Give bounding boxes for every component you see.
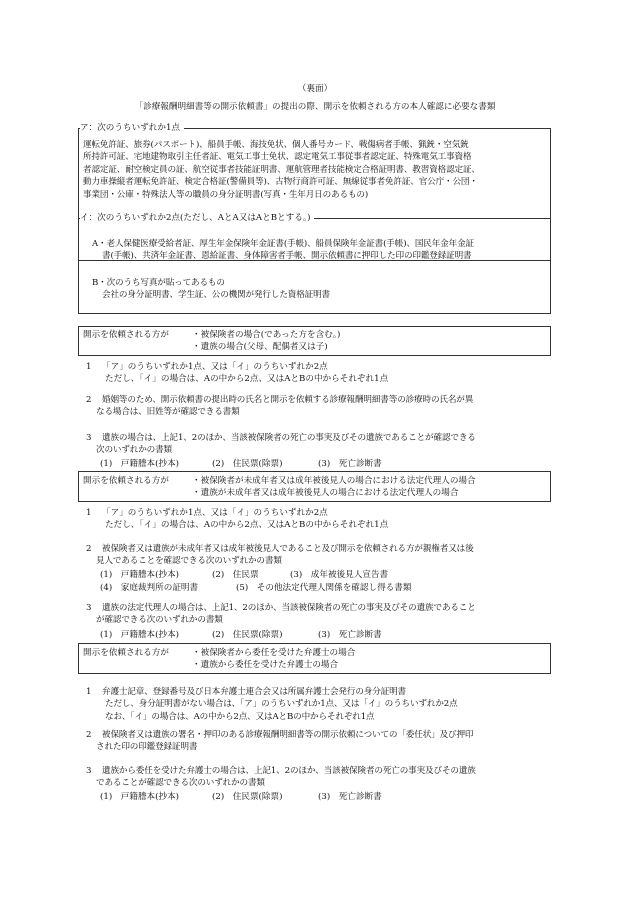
section2-doc: (2) 住民票 [212,570,259,580]
section1-item2-num: 2 [86,395,92,405]
section3-box-lines [192,647,355,672]
box-i-b-line: B・次のうち写真が貼ってあるもの [92,278,225,288]
section2-item1-num: 1 [86,508,92,518]
section1-item3-num: 3 [86,433,92,443]
section3-item1-line: 弁護士記章、登録番号及び日本弁護士連合会又は所属弁護士会発行の身分証明書 [102,687,406,697]
section2-doc: (1) 戸籍謄本(抄本) [100,630,180,640]
section1-item2-line: なる場合は、旧姓等が確認できる書類 [96,407,240,418]
section2-item1-line: 「ア」のうちいずれか1点、又は「イ」のうちいずれか2点 [102,508,328,518]
section2-box-lines [192,475,476,500]
section1-item2-line: 婚姻等のため、開示依頼書の提出時の氏名と開示を依頼する診療報酬明細書等の診療時の氏名が異 [102,395,474,405]
section2-doc: (2) 住民票(除票) [212,630,283,640]
box-a-line: 事業団・公庫・特殊法人等の職員の身分証明書(写真・生年月日のあるもの) [83,189,369,200]
section2-item2-line: 見人であることを確認できる次のいずれかの書類 [96,556,282,567]
section2-doc: (3) 成年被後見人宣告書 [290,570,389,580]
box-a-legend: ア：次のうちいずれか1点 [80,122,184,134]
box-a-line: 者認定証、耐空検定員の証、航空従事者技能証明書、運航管理者技能検定合格証明書、教習資格認定証、 [83,164,480,175]
section3-item3-num: 3 [86,766,92,776]
section2-item2 [96,543,557,568]
section3-item2-num: 2 [86,730,92,740]
section3-item3-line: 遺族から委任を受けた弁護士の場合は、上記1、2のほか、当該被保険者の死亡の事実及びその遺族 [102,766,476,776]
box-a-list [83,139,553,201]
section2-item1 [102,507,388,532]
section1-item1-num: 1 [86,362,92,372]
section2-item3 [96,602,557,627]
page-title: 「診療報酬明細書等の開示依頼書」の提出の際、開示を依頼される方の本人確認に必要な書類 [134,102,496,112]
section3-doc: (1) 戸籍謄本(抄本) [100,792,180,802]
section3-item2 [96,729,557,754]
box-a-line: 動力車操縦者運転免許証、検定合格証(警備員等)、古物行商許可証、無線従事者免許証、官公庁・公団・ [83,177,478,188]
section1-item1-line: 「ア」のうちいずれか1点、又は「イ」のうちいずれか2点 [102,362,328,372]
section2-box-line: ・遺族が未成年者又は成年被後見人の場合における法定代理人の場合 [192,488,459,499]
section1-doc: (3) 死亡診断書 [318,459,382,469]
section1-box-label: 開示を依頼される方が [83,330,169,340]
section3-item1-line: なお、「イ」の場合は、Aの中から2点、又はAとBの中からそれぞれ1点 [105,711,375,722]
section3-item1-num: 1 [86,687,92,697]
section3-box-line: ・被保険者から委任を受けた弁護士の場合 [192,648,356,658]
box-a-line: 運転免許証、旅券(パスポート)、船員手帳、海技免状、個人番号カード、戦傷病者手帳、猟銃・空気銃 [83,140,469,150]
section3-box-label: 開示を依頼される方が [83,648,169,658]
section1-doc: (2) 住民票(除票) [212,459,283,469]
section1-item2 [96,394,557,419]
section1-item1-line: ただし、「イ」の場合は、Aの中から2点、又はAとBの中からそれぞれ1点 [105,374,389,385]
section1-item3 [96,432,557,457]
page-side-label: （裏面） [297,84,333,94]
section2-doc: (1) 戸籍謄本(抄本) [100,570,180,580]
section3-doc: (2) 住民票(除票) [212,792,283,802]
box-i-b-line: 会社の身分証明書、学生証、公の機関が発行した資格証明書 [102,290,330,301]
section3-doc: (3) 死亡診断書 [318,792,382,802]
section2-doc: (3) 死亡診断書 [318,630,382,640]
section2-doc: (5) その他法定代理人関係を確認し得る書類 [236,583,412,593]
section2-item3-line: が確認できる次のいずれかの書類 [96,615,223,626]
box-i-group-b [92,277,552,302]
section1-box-line: ・遺族の場合(父母、配偶者又は子) [192,342,328,353]
section1-item3-line: 遺族の場合は、上記1、2のほか、当該被保険者の死亡の事実及びその遺族であることが確認できる [102,433,476,443]
section2-item3-num: 3 [86,603,92,613]
section2-item2-line: 被保険者又は遺族が未成年者又は成年被後見人であること及び開示を依頼される方が親権者又は後 [102,544,474,554]
section3-item2-line: 被保険者又は遺族の署名・押印のある診療報酬明細書等の開示依頼についての「委任状」及び押印 [102,730,474,740]
section3-item3 [96,765,557,790]
section2-box-label: 開示を依頼される方が [83,476,169,486]
section1-box-line: ・被保険者の場合(であった方を含む。) [192,330,341,340]
box-i-group-a [92,238,552,263]
box-i-a-line: 書(手帳)、共済年金証書、恩給証書、身体障害者手帳、開示依頼書に押印した印の印鑑登録証明書 [102,251,472,262]
box-i-a-line: A・老人保健医療受給者証、厚生年金保険年金証書(手帳)、船員保険年金証書(手帳)、国民年金年金証 [92,239,474,249]
section3-item2-line: された印の印鑑登録証明書 [96,742,198,753]
box-i-legend: イ：次のうちいずれか2点(ただし、AとA又はAとBとする。) [80,212,314,224]
section2-doc: (4) 家庭裁判所の証明書 [100,583,199,593]
section1-item1 [102,361,388,386]
section1-item3-line: 次のいずれかの書類 [96,445,172,456]
section3-box-line: ・遺族から委任を受けた弁護士の場合 [192,660,339,671]
section2-box-line: ・被保険者が未成年者又は成年被後見人の場合における法定代理人の場合 [192,476,476,486]
section3-item1 [102,686,557,723]
section2-item2-num: 2 [86,544,92,554]
section3-item3-line: であることが確認できる次のいずれかの書類 [96,778,265,789]
section2-item3-line: 遺族の法定代理人の場合は、上記1、2のほか、当該被保険者の死亡の事実及びその遺族であること [102,603,476,613]
box-a-line: 所持許可証、宅地建物取引主任者証、電気工事士免状、認定電気工事従事者認定証、特殊電気工事資格 [83,152,472,163]
section3-item1-line: ただし、身分証明書がない場合は、「ア」のうちいずれか1点、又は「イ」のうちいずれか2点 [105,699,458,710]
section1-box-lines [192,329,340,354]
section1-doc: (1) 戸籍謄本(抄本) [100,459,180,469]
section2-item1-line: ただし、「イ」の場合は、Aの中から2点、又はAとBの中からそれぞれ1点 [105,520,389,531]
